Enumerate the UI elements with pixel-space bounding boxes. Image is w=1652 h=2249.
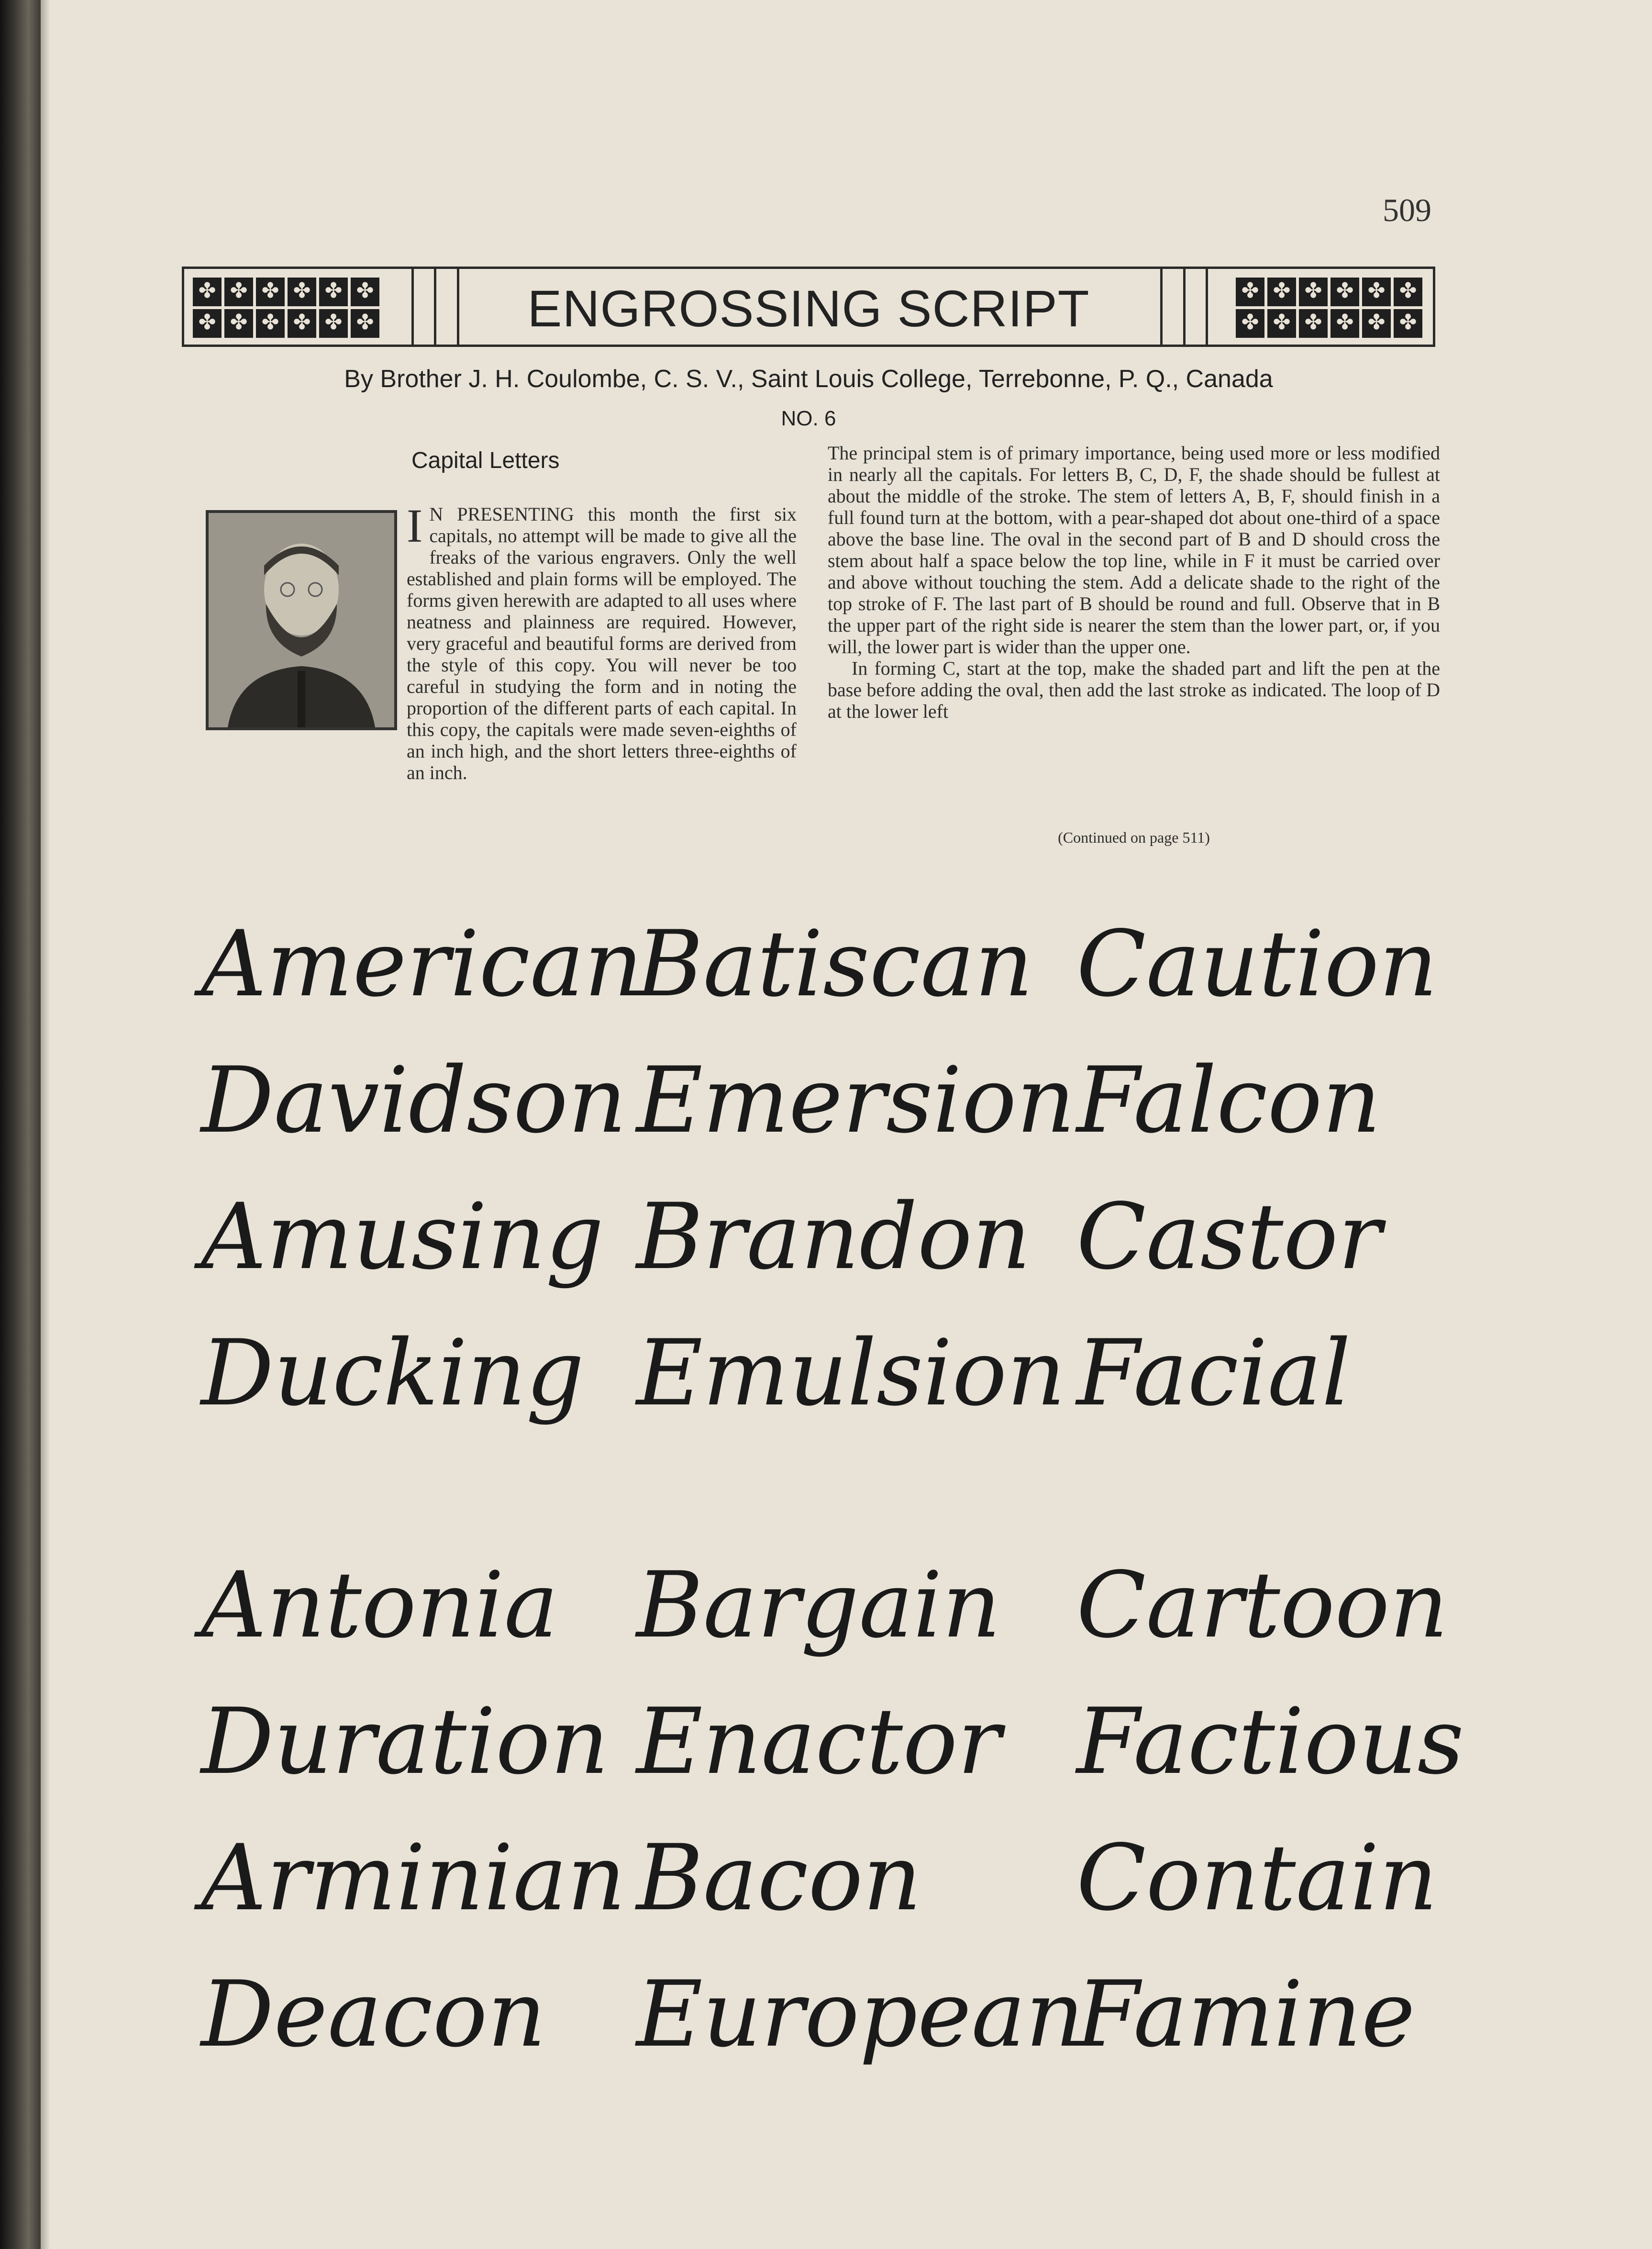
drop-cap: I (407, 499, 423, 552)
quatrefoil-icon: ✤ (1362, 278, 1391, 306)
quatrefoil-icon: ✤ (351, 278, 379, 306)
script-word: Ducking (201, 1320, 585, 1426)
script-word: Factious (1076, 1689, 1464, 1794)
quatrefoil-icon: ✤ (1236, 278, 1264, 306)
script-word: Bargain (636, 1552, 1001, 1658)
script-word: Emulsion (636, 1320, 1066, 1426)
script-word: Antonia (201, 1552, 558, 1658)
script-word: Famine (1076, 1961, 1415, 2067)
script-word: Caution (1076, 911, 1438, 1017)
script-word: Deacon (201, 1961, 546, 2067)
quatrefoil-icon: ✤ (319, 278, 348, 306)
script-word: Contain (1076, 1825, 1438, 1931)
article-paragraph: In forming C, start at the top, make the shaded part and lift the pen at the base before adding the oval, then add the last stroke as indicated. The loop of D at the lower left (828, 657, 1440, 722)
quatrefoil-icon: ✤ (1394, 309, 1422, 338)
script-word: Brandon (636, 1184, 1031, 1290)
script-word: Cartoon (1076, 1552, 1448, 1658)
quatrefoil-icon: ✤ (1267, 309, 1296, 338)
script-word: Davidson (201, 1047, 627, 1153)
section-subheading: Capital Letters (411, 448, 560, 473)
script-word: Arminian (201, 1825, 626, 1931)
script-word: Batiscan (636, 911, 1033, 1017)
script-word: Enactor (636, 1689, 1001, 1794)
quatrefoil-icon: ✤ (1394, 278, 1422, 306)
quatrefoil-icon: ✤ (1299, 309, 1328, 338)
script-word: Bacon (636, 1825, 922, 1931)
quatrefoil-icon: ✤ (1267, 278, 1296, 306)
script-word: Facial (1076, 1320, 1351, 1426)
script-word: European (636, 1961, 1084, 2067)
quatrefoil-icon: ✤ (193, 309, 222, 338)
quatrefoil-icon: ✤ (256, 278, 285, 306)
quatrefoil-icon: ✤ (224, 309, 253, 338)
article-paragraph: The principal stem is of primary importance, being used more or less modified in nearly all the capitals. For letters B, C, D, F, the shade should be fullest at about the middle of the stroke. The stem of letters A, B, F, should finish in a full found turn at the bottom, with a pear-shaped dot about one-third of a space above the base line. The oval in the second part of B and D should cross the stem about half a space below the top line, while in F it must be carried over and above without touching the stem. Add a delicate shade to the right of the top stroke of F. The last part of B should be round and full. Observe that in B the upper part of the right side is nearer the stem than the lower part, or, if you will, the lower part is wider than the upper one. (828, 442, 1440, 657)
script-word: American (201, 911, 643, 1017)
quatrefoil-icon: ✤ (224, 278, 253, 306)
paragraph-text: N PRESENTING this month the first six capitals, no attempt will be made to give all the freaks of the various engravers. Only the well established and plain forms will be employed. The forms given herewith are adapted to all uses where neatness and plainness are required. However, very graceful and beautiful forms are derived from the style of this copy. You will never be too careful in studying the form and in noting the proportion of the different parts of each capital. In this copy, the capitals were made seven-eighths of an inch high, and the short letters three-eighths of an inch. (407, 503, 797, 783)
continued-note: (Continued on page 511) (1058, 829, 1210, 846)
page-number: 509 (1383, 192, 1431, 228)
script-word: Castor (1076, 1184, 1382, 1290)
script-word: Amusing (201, 1184, 604, 1290)
quatrefoil-icon: ✤ (319, 309, 348, 338)
quatrefoil-icon: ✤ (1330, 278, 1359, 306)
author-byline: By Brother J. H. Coulombe, C. S. V., Saint Louis College, Terrebonne, P. Q., Canada (344, 365, 1273, 393)
quatrefoil-icon: ✤ (1362, 309, 1391, 338)
page-title: ENGROSSING SCRIPT (527, 279, 1090, 337)
script-word: Duration (201, 1689, 609, 1794)
script-word: Falcon (1076, 1047, 1381, 1153)
quatrefoil-icon: ✤ (288, 278, 316, 306)
quatrefoil-icon: ✤ (1236, 309, 1264, 338)
quatrefoil-icon: ✤ (193, 278, 222, 306)
quatrefoil-icon: ✤ (256, 309, 285, 338)
script-word: Emersion (636, 1047, 1075, 1153)
quatrefoil-icon: ✤ (1299, 278, 1328, 306)
quatrefoil-icon: ✤ (288, 309, 316, 338)
quatrefoil-icon: ✤ (1330, 309, 1359, 338)
series-number: NO. 6 (781, 407, 836, 430)
quatrefoil-icon: ✤ (351, 309, 379, 338)
